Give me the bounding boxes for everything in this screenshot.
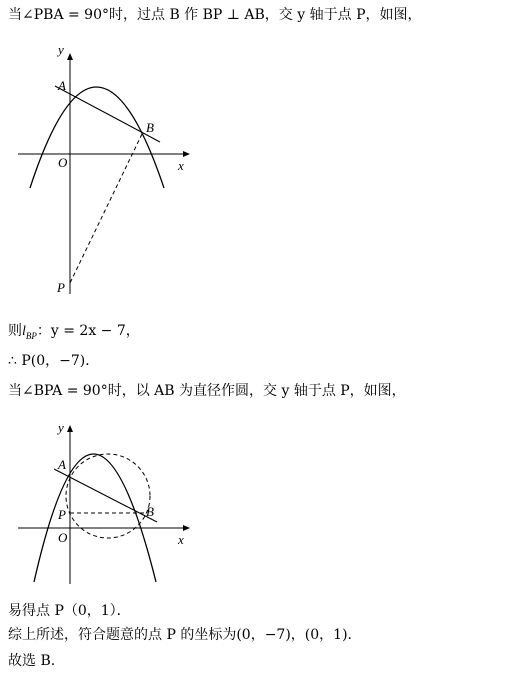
text-line-7: 故选 B. <box>8 653 56 669</box>
text-line-4: 当∠BPA = 90°时，以 AB 为直径作圆，交 y 轴于点 P，如图， <box>8 383 406 399</box>
fig2-parabola <box>34 454 156 582</box>
fig2-label-a: A <box>58 457 66 472</box>
fig2-y-arrow <box>67 425 73 432</box>
fig1-label-y: y <box>58 42 64 57</box>
fig1-parabola <box>30 87 164 188</box>
fig1-label-b: B <box>146 120 154 135</box>
figure-1-diagram <box>0 38 210 300</box>
fig1-label-a: A <box>58 78 66 93</box>
fig2-label-b: B <box>146 504 154 519</box>
text-line-2 <box>8 322 140 345</box>
fig1-label-p: P <box>57 280 65 295</box>
fig1-x-arrow <box>183 151 190 157</box>
fig2-label-o: O <box>58 530 68 545</box>
fig1-y-arrow <box>67 53 73 60</box>
text-line-1: 当∠PBA = 90°时，过点 B 作 BP ⊥ AB，交 y 轴于点 P，如图， <box>8 7 422 23</box>
fig2-x-arrow <box>183 525 190 531</box>
line2-rest: ：y = 2x − 7， <box>36 323 140 339</box>
fig2-dashed-circle <box>66 454 150 538</box>
fig2-label-p: P <box>58 507 66 522</box>
text-line-6: 综上所述，符合题意的点 P 的坐标为(0，−7)，(0，1)． <box>8 627 362 643</box>
fig1-line-ab <box>55 86 160 142</box>
line2-prefix: 则 <box>8 323 22 339</box>
fig1-dashed-bp <box>70 134 142 283</box>
fig2-label-y: y <box>58 420 64 435</box>
text-line-3: ∴ P(0，−7)． <box>8 353 100 369</box>
fig1-label-x: x <box>178 158 184 173</box>
text-line-5: 易得点 P（0，1）． <box>8 603 131 619</box>
fig2-line-ab <box>54 469 157 522</box>
line2-sub: BP <box>25 330 37 341</box>
fig2-label-x: x <box>178 532 184 547</box>
fig1-label-o: O <box>58 155 68 170</box>
figure-2-diagram <box>0 412 210 592</box>
line2-l: l <box>22 324 26 339</box>
